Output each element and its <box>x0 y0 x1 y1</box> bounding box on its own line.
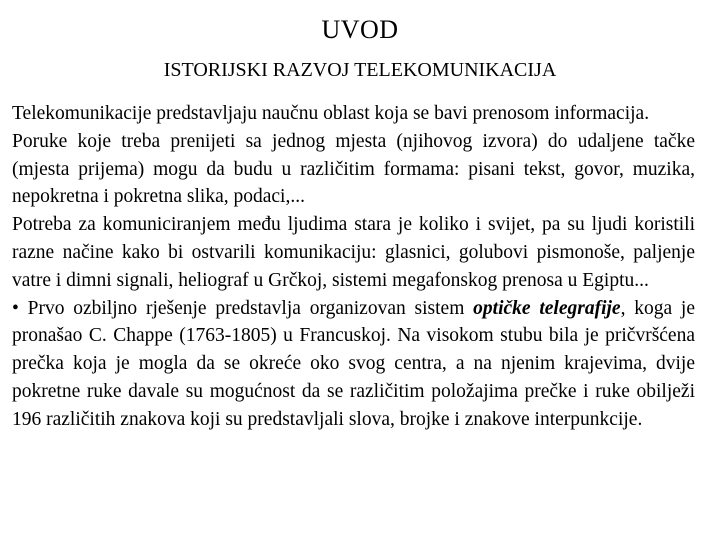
paragraph-optical-telegraph <box>12 295 695 434</box>
slide-subtitle: ISTORIJSKI RAZVOJ TELEKOMUNIKACIJA <box>163 59 557 81</box>
emphasis-optical-telegraphy: optičke telegrafije <box>473 297 621 319</box>
paragraph-communication-history: Potreba za komuniciranjem među ljudima stara je koliko i svijet, pa su ljudi koristili razne načine kako bi ostvarili komunikaciju: glasnici, golubovi pismonoše, paljenje vatre i dimni signali, heliograf u Grčkoj, sistemi megafonskog prenosa u Egiptu... <box>12 214 695 291</box>
slide-title: UVOD <box>321 15 399 44</box>
paragraph-message-forms: Poruke koje treba prenijeti sa jednog mjesta (njihovog izvora) do udaljene tačke (mjesta prijema) mogu da budu u različitim formama: pisani tekst, govor, muzika, nepokretna i pokretna slika, podaci,... <box>12 130 695 208</box>
paragraph-optical-telegraph-intro: Prvo ozbiljno rješenje predstavlja organizovan sistem <box>27 297 465 319</box>
bullet-icon: • <box>12 297 19 319</box>
paragraph-optical-telegraph-rest: , koga je pronašao C. Chappe (1763-1805) u Francuskoj. Na visokom stubu bila je pričvršćena prečka koja je mogla da se okreće oko svog centra, a na njenim krajevima, dvije pokretne ruke davale su mogućnost da se različitim položajima prečke i ruke obilježi 196 različitih znakova koji su predstavljali slova, brojke i znakove interpunkcije. <box>12 297 696 430</box>
paragraph-definition: Telekomunikacije predstavljaju naučnu oblast koja se bavi prenosom informacija. <box>12 103 650 124</box>
body-text <box>12 100 695 434</box>
